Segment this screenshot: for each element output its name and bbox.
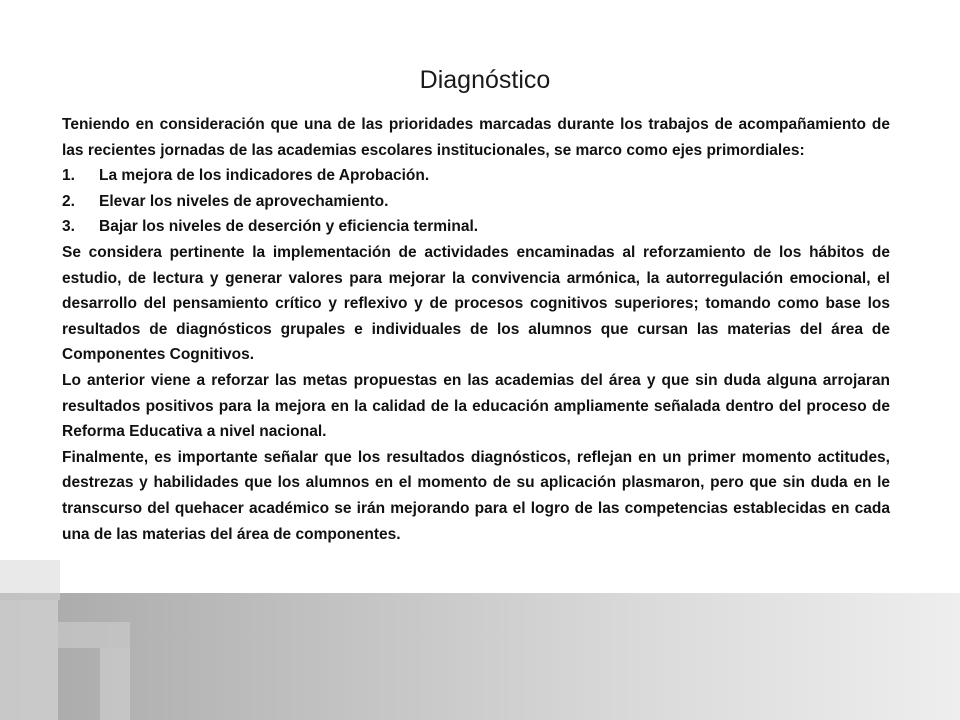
body-paragraph-1: Se considera pertinente la implementación de actividades encaminadas al reforzamiento de los hábitos de estudio, de lectura y generar valores para mejorar la convivencia armónica, la autorregulación emocional, el desarrollo del pensamiento crítico y reflexivo y de procesos cognitivos superiores; tomando como base los resultados de diagnósticos grupales e individuales de los alumnos que cursan las materias del área de Componentes Cognitivos.: [62, 243, 890, 364]
list-item: [62, 163, 890, 189]
slide-body: [62, 112, 890, 547]
g-logo-left-stroke: [0, 600, 58, 720]
body-paragraph-3: Finalmente, es importante señalar que los resultados diagnósticos, reflejan en un primer momento actitudes, destrezas y habilidades que los alumnos en el momento de su aplicación plasmaron, pero que sin duda en le transcurso del quehacer académico se irán mejorando para el logro de las competencias establecidas en cada una de las materias del área de componentes.: [62, 448, 890, 543]
intro-paragraph: Teniendo en consideración que una de las prioridades marcadas durante los trabajos de acompañamiento de las recientes jornadas de las academias escolares institucionales, se marco como ejes primordiales:: [62, 116, 890, 159]
g-logo-crossbar: [58, 622, 130, 648]
list-item-text: Elevar los niveles de aprovechamiento.: [99, 192, 389, 210]
priorities-list: [62, 163, 890, 240]
list-item-number: 2.: [62, 192, 75, 210]
body-paragraph-2: Lo anterior viene a reforzar las metas propuestas en las academias del área y que sin duda alguna arrojaran resultados positivos para la mejora en la calidad de la educación ampliamente señalada dentro del proceso de Reforma Educativa a nivel nacional.: [62, 371, 890, 441]
g-logo-right-stroke: [100, 648, 130, 720]
list-item-number: 1.: [62, 167, 75, 185]
g-logo-watermark: [0, 560, 140, 720]
list-item-text: La mejora de los indicadores de Aprobación.: [99, 167, 430, 185]
list-item: [62, 189, 890, 215]
g-logo-top-stroke: [0, 560, 60, 600]
list-item: [62, 214, 890, 240]
list-item-number: 3.: [62, 218, 75, 236]
footer-gradient-band: [0, 593, 960, 720]
slide-title: Diagnóstico: [419, 66, 551, 94]
list-item-text: Bajar los niveles de deserción y eficiencia terminal.: [99, 218, 479, 236]
